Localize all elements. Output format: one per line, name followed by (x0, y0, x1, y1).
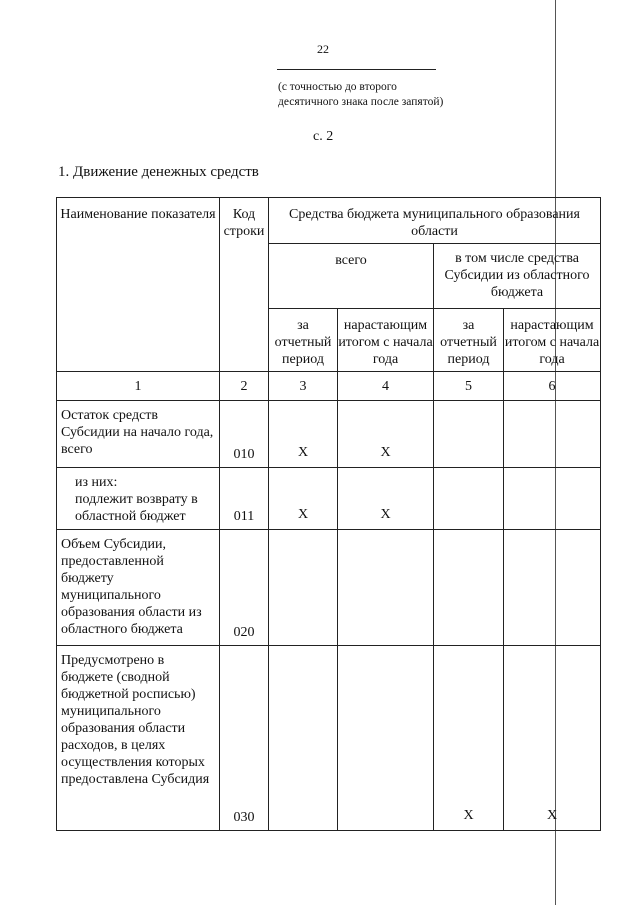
cell-value (269, 646, 338, 831)
cash-flow-table (56, 197, 601, 831)
row-code: 020 (220, 530, 269, 646)
column-number: 4 (338, 372, 434, 401)
header-total: всего (269, 244, 434, 309)
header-name: Наименование показателя (57, 198, 220, 372)
row-label-prefix: из них: (75, 475, 118, 490)
row-code: 011 (220, 468, 269, 530)
cell-value: X (338, 468, 434, 530)
header-code: Код строки (220, 198, 269, 372)
row-label-group (57, 468, 220, 530)
cell-value (504, 530, 601, 646)
cell-value: X (269, 401, 338, 468)
header-funds: Средства бюджета муниципального образования области (269, 198, 601, 244)
header-subsidy: в том числе средства Субсидии из областного бюджета (434, 244, 601, 309)
cell-value: X (434, 646, 504, 831)
column-number: 3 (269, 372, 338, 401)
signature-line (277, 69, 436, 70)
header-cumulative: нарастающим итогом с начала года (338, 309, 434, 372)
row-code: 030 (220, 646, 269, 831)
header-cumulative: нарастающим итогом с начала года (504, 309, 601, 372)
cell-value (338, 646, 434, 831)
table-row (57, 646, 601, 831)
cell-value (434, 401, 504, 468)
header-period: за отчетный период (434, 309, 504, 372)
cell-value (269, 530, 338, 646)
cell-value (504, 468, 601, 530)
row-code: 010 (220, 401, 269, 468)
column-number: 2 (220, 372, 269, 401)
cell-value (434, 468, 504, 530)
cell-value (338, 530, 434, 646)
column-number: 6 (504, 372, 601, 401)
precision-note: (с точностью до второго десятичного знака после запятой) (278, 81, 444, 108)
column-number: 5 (434, 372, 504, 401)
table-row (57, 468, 601, 530)
cell-value: X (269, 468, 338, 530)
table-row (57, 530, 601, 646)
row-label: Предусмотрено в бюджете (сводной бюджетной росписью) муниципального образования области расходов, в целях осуществления которых предоставлена Субсидия (57, 646, 220, 831)
page-label: с. 2 (313, 129, 334, 144)
row-label: Остаток средств Субсидии на начало года, всего (57, 401, 220, 468)
header-period: за отчетный период (269, 309, 338, 372)
table-row (57, 401, 601, 468)
section-title: 1. Движение денежных средств (58, 164, 259, 180)
row-label: Объем Субсидии, предоставленной бюджету муниципального образования области из областного бюджета (57, 530, 220, 646)
cell-value: X (338, 401, 434, 468)
cell-value (504, 401, 601, 468)
cell-value (434, 530, 504, 646)
row-label: подлежит возврату в областной бюджет (75, 492, 198, 524)
cell-value: X (504, 646, 601, 831)
column-number: 1 (57, 372, 220, 401)
page-number: 22 (317, 42, 329, 56)
